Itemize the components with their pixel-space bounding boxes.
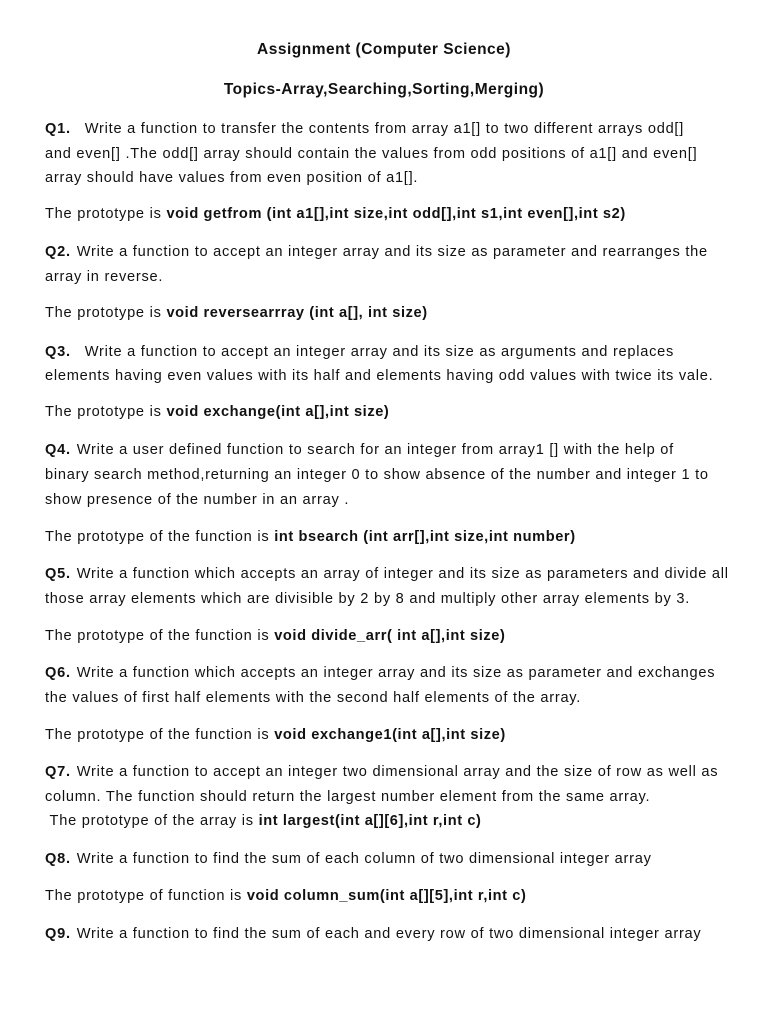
prototype-code: void reversearrray (int a[], int size) xyxy=(166,305,428,321)
question-5-label: Q5. xyxy=(45,566,71,582)
question-6-line-2: the values of first half elements with the second half elements of the array. xyxy=(45,690,582,706)
prototype-code: int bsearch (int arr[],int size,int number) xyxy=(274,529,576,545)
question-6-label: Q6. xyxy=(45,665,71,681)
question-9-line-1: Q9. Write a function to find the sum of each and every row of two dimensional integer array xyxy=(45,926,702,942)
question-3-line-2: elements having even values with its half and elements having odd values with twice its vale. xyxy=(45,368,714,384)
question-4-line-3: show presence of the number in an array . xyxy=(45,492,350,508)
question-5-line-1: Q5. Write a function which accepts an array of integer and its size as parameters and divide all xyxy=(45,566,729,582)
question-9-label: Q9. xyxy=(45,926,71,942)
question-3-line-1: Q3. Write a function to accept an integer array and its size as arguments and replaces xyxy=(45,344,675,360)
question-3-label: Q3. xyxy=(45,344,71,360)
question-4-line-1: Q4. Write a user defined function to search for an integer from array1 [] with the help of xyxy=(45,442,674,458)
document-title: Assignment (Computer Science) xyxy=(257,41,511,58)
prototype-code: void column_sum(int a[][5],int r,int c) xyxy=(246,888,527,904)
question-4-label: Q4. xyxy=(45,442,71,458)
question-1-label: Q1. xyxy=(45,121,71,137)
question-6-prototype: The prototype of the function is void exchange1(int a[],int size) xyxy=(45,727,506,743)
question-1-line-1: Q1. Write a function to transfer the contents from array a1[] to two different arrays odd[] xyxy=(45,121,685,137)
prototype-code: void exchange(int a[],int size) xyxy=(166,404,390,420)
question-8-prototype: The prototype of function is void column_sum(int a[][5],int r,int c) xyxy=(45,888,527,904)
question-7-line-2: column. The function should return the largest number element from the same array. xyxy=(45,789,651,805)
prototype-code: int largest(int a[][6],int r,int c) xyxy=(258,813,482,829)
question-5-line-2: those array elements which are divisible by 2 by 8 and multiply other array elements by 3. xyxy=(45,591,691,607)
question-7-prototype: The prototype of the array is int largest(int a[][6],int r,int c) xyxy=(45,813,482,829)
question-2-line-1: Q2. Write a function to accept an integer array and its size as parameter and rearranges the xyxy=(45,244,708,260)
question-1-line-2: and even[] .The odd[] array should contain the values from odd positions of a1[] and even[] xyxy=(45,146,698,162)
question-8-line-1: Q8. Write a function to find the sum of each column of two dimensional integer array xyxy=(45,851,652,867)
question-6-line-1: Q6. Write a function which accepts an integer array and its size as parameter and exchanges xyxy=(45,665,716,681)
question-7-line-1: Q7. Write a function to accept an integer two dimensional array and the size of row as well as xyxy=(45,764,719,780)
question-2-line-2: array in reverse. xyxy=(45,269,164,285)
question-2-label: Q2. xyxy=(45,244,71,260)
question-1-prototype: The prototype is void getfrom (int a1[],int size,int odd[],int s1,int even[],int s2) xyxy=(45,206,626,222)
question-8-label: Q8. xyxy=(45,851,71,867)
question-7-label: Q7. xyxy=(45,764,71,780)
question-5-prototype: The prototype of the function is void divide_arr( int a[],int size) xyxy=(45,628,506,644)
prototype-code: void exchange1(int a[],int size) xyxy=(274,727,506,743)
question-3-prototype: The prototype is void exchange(int a[],int size) xyxy=(45,404,390,420)
prototype-code: void getfrom (int a1[],int size,int odd[],int s1,int even[],int s2) xyxy=(166,206,626,222)
prototype-code: void divide_arr( int a[],int size) xyxy=(274,628,506,644)
question-4-prototype: The prototype of the function is int bsearch (int arr[],int size,int number) xyxy=(45,529,576,545)
question-4-line-2: binary search method,returning an integer 0 to show absence of the number and integer 1 to xyxy=(45,467,709,483)
question-1-line-3: array should have values from even position of a1[]. xyxy=(45,170,419,186)
question-2-prototype: The prototype is void reversearrray (int a[], int size) xyxy=(45,305,428,321)
document-subtitle: Topics-Array,Searching,Sorting,Merging) xyxy=(223,81,545,98)
